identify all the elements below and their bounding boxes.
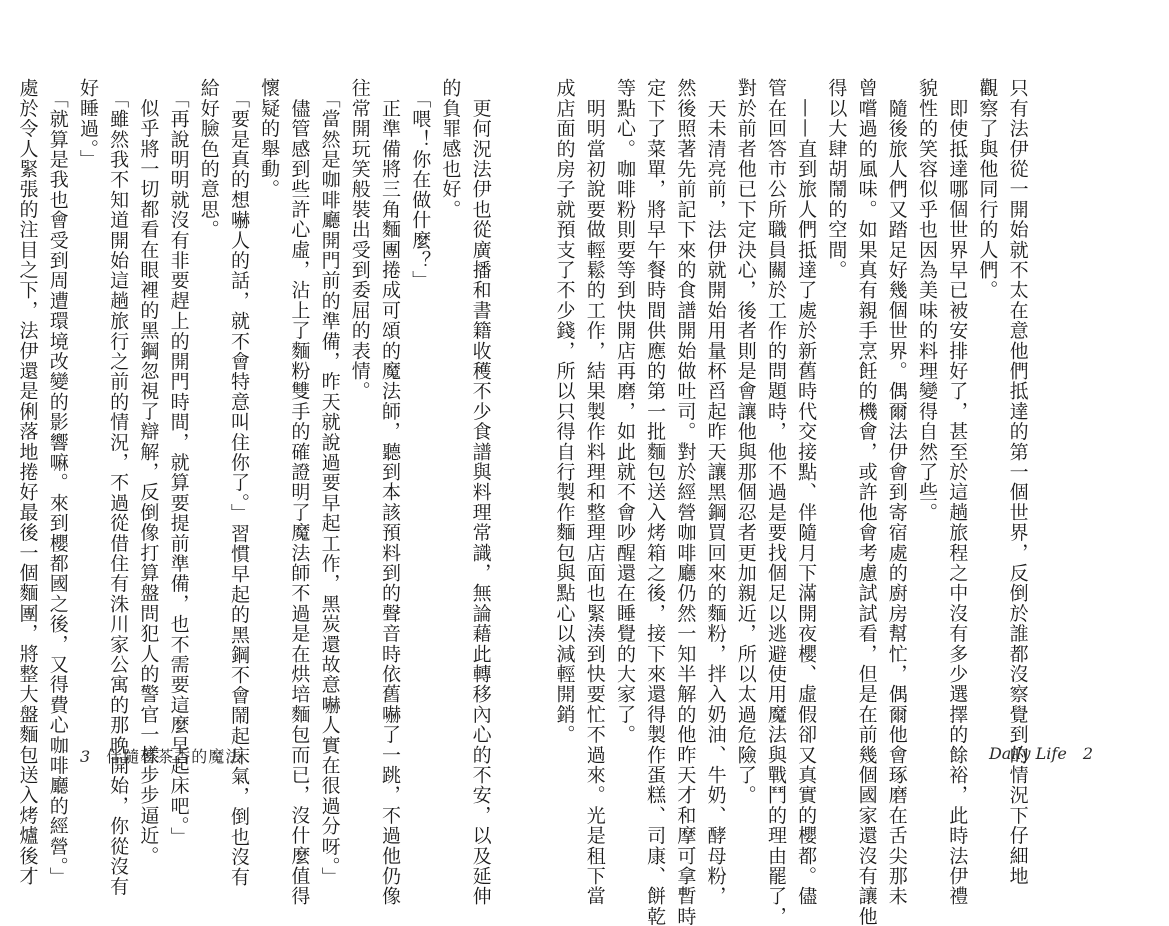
text-line: 定下了菜單，將早午餐時間供應的第一批麵包送入烤箱之後，接下來還得製作蛋糕、司康、餅乾 <box>644 78 667 926</box>
text-line: 「就算是我也會受到周遭環境改變的影響嘛。來到櫻都國之後，又得費心咖啡廳的經營。」 <box>46 78 69 888</box>
text-line: 然後照著先前記下來的食譜開始做吐司。對於經營咖啡廳仍然一知半解的他昨天才和摩可拿暫時 <box>674 78 697 926</box>
text-line: 更何況法伊也從廣播和書籍收穫不少食譜與料理常識，無論藉此轉移內心的不安，以及延伸 <box>469 78 492 907</box>
right-page <box>553 0 1169 926</box>
running-head: Daily Life <box>988 744 1067 763</box>
text-line: 曾嚐過的風味。如果真有親手烹飪的機會，或許他會考慮試試看，但是在前幾個國家還沒有讓他 <box>855 78 878 926</box>
text-line: 正準備將三角麵團捲成可頌的魔法師，聽到本該預料到的聲音時依舊嚇了一跳，不過他仍像 <box>378 78 401 907</box>
right-page-footer <box>989 744 1093 763</box>
text-line: 得以大肆胡鬧的空間。 <box>825 78 848 280</box>
text-line: 的負罪感也好。 <box>439 78 462 220</box>
text-line: 對於前者他已下定決心，後者則是會讓他與那個忍者更加親近，所以太過危險了。 <box>734 78 757 806</box>
text-line: 只有法伊從一開始就不太在意他們抵達的第一個世界，反倒於誰都沒察覺到的情況下仔細地 <box>1006 78 1029 886</box>
text-line: 好睡過。」 <box>76 78 99 170</box>
text-line: 儘管感到些許心虛，沾上了麵粉雙手的確證明了魔法師不過是在烘培麵包而已，沒什麼值得 <box>288 78 311 907</box>
running-head: 伴隨著茶香的魔法 <box>106 747 243 766</box>
text-line: 懷疑的舉動。 <box>258 78 281 200</box>
text-line: 似乎將一切都看在眼裡的黑鋼忽視了辯解，反倒像打算盤問犯人的警官一樣步步逼近。 <box>137 78 160 866</box>
text-line: 處於令人緊張的注目之下，法伊還是俐落地捲好最後一個麵團，將整大盤麵包送入烤爐後才 <box>16 78 39 886</box>
text-line: 觀察了與他同行的人們。 <box>976 78 999 301</box>
text-line: 即使抵達哪個世界早已被安排好了，甚至於這趟旅程之中沒有多少選擇的餘裕，此時法伊禮 <box>946 78 969 907</box>
text-line: 「再說明明就沒有非要趕上的開門時間，就算要提前準備，也不需要這麼早起床吧。」 <box>167 78 190 847</box>
text-line: ——直到旅人們抵達了處於新舊時代交接點、伴隨月下滿開夜櫻、虛假卻又真實的櫻都。儘 <box>795 78 818 907</box>
text-line: 貌性的笑容似乎也因為美味的料理變得自然了些。 <box>915 78 938 523</box>
text-line: 明明當初說要做輕鬆的工作，結果製作料理和整理店面也緊湊到快要忙不過來。光是租下當 <box>583 78 606 907</box>
page-number: 3 <box>80 747 91 766</box>
text-line: 天未清亮前，法伊就開始用量杯舀起昨天讓黑鋼買回來的麵粉，拌入奶油、牛奶、酵母粉， <box>704 78 727 907</box>
text-line: 「當然是咖啡廳開門前的準備，昨天就說過要早起工作，黑炭還故意嚇人實在很過分呀。」 <box>318 78 341 888</box>
text-line: 等點心。咖啡粉則要等到快開店再磨，如此就不會吵醒還在睡覺的大家了。 <box>613 78 636 745</box>
text-line: 往常開玩笑般裝出受到委屈的表情。 <box>348 78 371 402</box>
left-page-footer <box>80 744 242 767</box>
text-line: 「要是真的想嚇人的話，就不會特意叫住你了。」習慣早起的黑鋼不會鬧起床氣，倒也沒有 <box>227 78 250 888</box>
text-line: 隨後旅人們又踏足好幾個世界。偶爾法伊會到寄宿處的廚房幫忙，偶爾他會琢磨在舌尖那未 <box>885 78 908 907</box>
text-line: 成店面的房子就預支了不少錢，所以只得自行製作麵包與點心以減輕開銷。 <box>553 78 576 745</box>
text-line: 管在回答市公所職員關於工作的問題時，他不過是要找個足以逃避使用魔法與戰鬥的理由罷了， <box>764 78 787 926</box>
text-line: 「雖然我不知道開始這趟旅行之前的情況，不過從借住有洙川家公寓的那晚開始，你從沒有 <box>107 78 130 897</box>
page-number: 2 <box>1082 744 1093 763</box>
text-line: 給好臉色的意思。 <box>197 78 220 240</box>
text-line: 「喂！你在做什麼？」 <box>409 78 432 291</box>
